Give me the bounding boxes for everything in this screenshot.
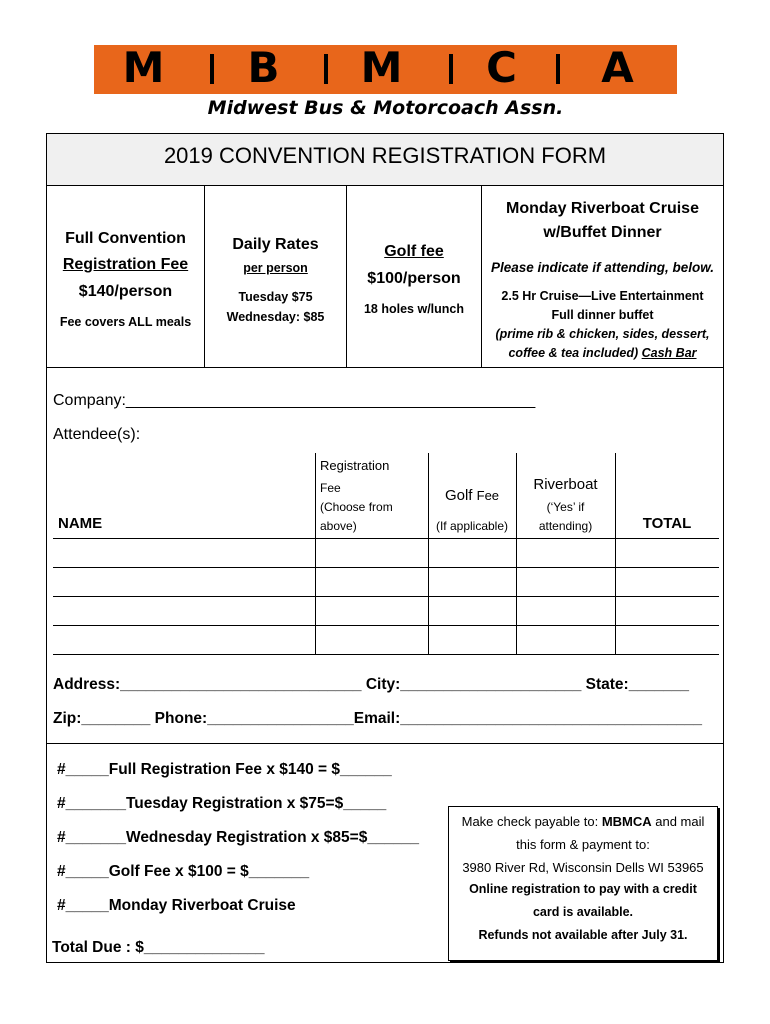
full-convention-title: Full Convention bbox=[65, 230, 186, 247]
payee-name: MBMCA bbox=[601, 814, 652, 829]
logo-letter: C bbox=[486, 43, 518, 92]
payment-address: 3980 River Rd, Wisconsin Dells WI 53965 bbox=[462, 860, 704, 875]
name-header: NAME bbox=[58, 515, 103, 532]
logo-letter: M bbox=[122, 43, 166, 92]
logo-letter: A bbox=[601, 43, 635, 92]
cruise-subtitle: w/Buffet Dinner bbox=[543, 224, 662, 241]
payment-text: and mail bbox=[651, 814, 705, 829]
company-field[interactable]: Company:______________________________________________ bbox=[53, 392, 536, 409]
form-title: 2019 CONVENTION REGISTRATION FORM bbox=[163, 143, 607, 168]
golf-fee-header-text: Golf bbox=[444, 487, 477, 504]
cash-bar-text: Cash Bar bbox=[641, 346, 697, 360]
cruise-line: (prime rib & chicken, sides, dessert, bbox=[495, 327, 710, 341]
total-header: TOTAL bbox=[642, 515, 692, 532]
full-convention-note: Fee covers ALL meals bbox=[59, 315, 192, 329]
table-divider bbox=[315, 453, 316, 654]
daily-rates-wednesday: Wednesday: $85 bbox=[226, 310, 325, 324]
riverboat-header-note: (‘Yes’ if bbox=[546, 500, 585, 514]
tally-wednesday[interactable]: #_______Wednesday Registration x $85=$______ bbox=[57, 829, 420, 846]
address-line[interactable]: Address:____________________________ City:_____________________ State:_______ bbox=[53, 676, 690, 693]
golf-price: $100/person bbox=[367, 270, 461, 287]
table-row-line bbox=[53, 538, 719, 539]
table-divider bbox=[428, 453, 429, 654]
table-row-line bbox=[53, 596, 719, 597]
divider bbox=[47, 367, 723, 368]
reg-header: Fee bbox=[320, 481, 341, 495]
cruise-indicate: Please indicate if attending, below. bbox=[490, 260, 715, 275]
tally-full[interactable]: #_____Full Registration Fee x $140 = $______ bbox=[57, 761, 392, 778]
reg-header: above) bbox=[320, 519, 357, 533]
riverboat-header-note: attending) bbox=[538, 519, 593, 533]
cruise-line: 2.5 Hr Cruise—Live Entertainment bbox=[501, 289, 704, 303]
logo-separator bbox=[556, 54, 560, 84]
daily-rates-per-person: per person bbox=[243, 261, 308, 275]
table-row-line bbox=[53, 654, 719, 655]
logo-subtitle: Midwest Bus & Motorcoach Assn. bbox=[207, 97, 564, 119]
payment-line: Online registration to pay with a credit bbox=[469, 882, 697, 896]
payment-line: card is available. bbox=[532, 905, 634, 919]
divider bbox=[204, 185, 205, 367]
golf-fee-header bbox=[428, 487, 516, 504]
reg-header: (Choose from bbox=[320, 500, 393, 514]
total-due[interactable]: Total Due : $______________ bbox=[52, 939, 265, 956]
zip-phone-email-line[interactable]: Zip:________ Phone:_________________Email:___________________________________ bbox=[53, 710, 702, 727]
tally-golf[interactable]: #_____Golf Fee x $100 = $_______ bbox=[57, 863, 310, 880]
riverboat-header: Riverboat bbox=[533, 476, 598, 493]
full-convention-price: $140/person bbox=[78, 283, 173, 300]
cruise-line bbox=[482, 346, 723, 360]
logo-banner bbox=[94, 45, 677, 94]
full-convention-subtitle: Registration Fee bbox=[62, 256, 189, 273]
logo-separator bbox=[324, 54, 328, 84]
logo-separator bbox=[449, 54, 453, 84]
table-divider bbox=[615, 453, 616, 654]
table-row-line bbox=[53, 567, 719, 568]
table-row-line bbox=[53, 625, 719, 626]
cruise-line: Full dinner buffet bbox=[551, 308, 654, 322]
payment-text: Make check payable to: bbox=[461, 814, 602, 829]
logo-separator bbox=[210, 54, 214, 84]
golf-fee-header-note: (If applicable) bbox=[435, 519, 509, 533]
attendees-label: Attendee(s): bbox=[53, 426, 141, 443]
daily-rates-title: Daily Rates bbox=[232, 236, 319, 253]
tally-cruise[interactable]: #_____Monday Riverboat Cruise bbox=[57, 897, 296, 914]
golf-note: 18 holes w/lunch bbox=[363, 302, 465, 316]
tally-tuesday[interactable]: #_______Tuesday Registration x $75=$_____ bbox=[57, 795, 387, 812]
logo-letter: M bbox=[360, 43, 404, 92]
daily-rates-tuesday: Tuesday $75 bbox=[238, 290, 313, 304]
logo-letter: B bbox=[247, 43, 281, 92]
golf-fee-header-text: Fee bbox=[476, 488, 500, 503]
payment-line bbox=[448, 814, 718, 829]
reg-header: Registration bbox=[320, 458, 390, 473]
payment-line: this form & payment to: bbox=[516, 837, 650, 852]
cruise-line-text: coffee & tea included) bbox=[508, 346, 642, 360]
golf-title: Golf fee bbox=[384, 243, 444, 260]
divider bbox=[47, 743, 723, 744]
refund-note: Refunds not available after July 31. bbox=[478, 928, 688, 942]
cruise-title: Monday Riverboat Cruise bbox=[506, 200, 699, 217]
